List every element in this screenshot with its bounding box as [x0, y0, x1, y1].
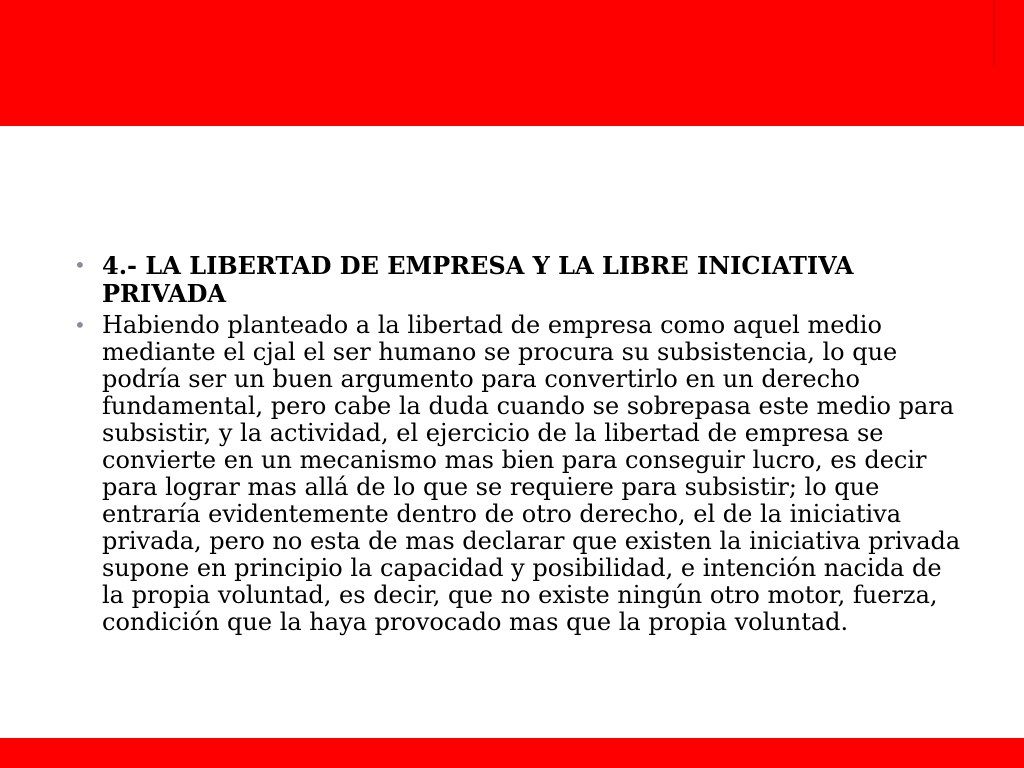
top-red-band: [0, 0, 1024, 126]
bullet-heading: [74, 252, 964, 308]
body-paragraph: Habiendo planteado a la libertad de empresa como aquel medio mediante el cjal el ser humano se procura su subsistencia, lo que podría ser un buen argumento para convertirlo en un derecho fundamental, pero cabe la duda cuando se sobrepasa este medio para subsistir, y la actividad, el ejercicio de la libertad de empresa se convierte en un mecanismo mas bien para conseguir lucro, es decir para lograr mas allá de lo que se requiere para subsistir; lo que entraría evidentemente dentro de otro derecho, el de la iniciativa privada, pero no esta de mas declarar que existen la iniciativa privada supone en principio la capacidad y posibilidad, e intención nacida de la propia voluntad, es decir, que no existe ningún otro motor, fuerza, condición que la haya provocado mas que la propia voluntad.: [102, 311, 961, 636]
bullet-icon: •: [74, 253, 86, 277]
top-band-divider: [993, 0, 995, 66]
bottom-red-band: [0, 738, 1024, 768]
bullet-icon: •: [74, 313, 86, 337]
bullet-body: [74, 312, 964, 636]
section-heading: 4.- LA LIBERTAD DE EMPRESA Y LA LIBRE INICIATIVA PRIVADA: [102, 251, 854, 308]
slide-content: [74, 252, 964, 640]
